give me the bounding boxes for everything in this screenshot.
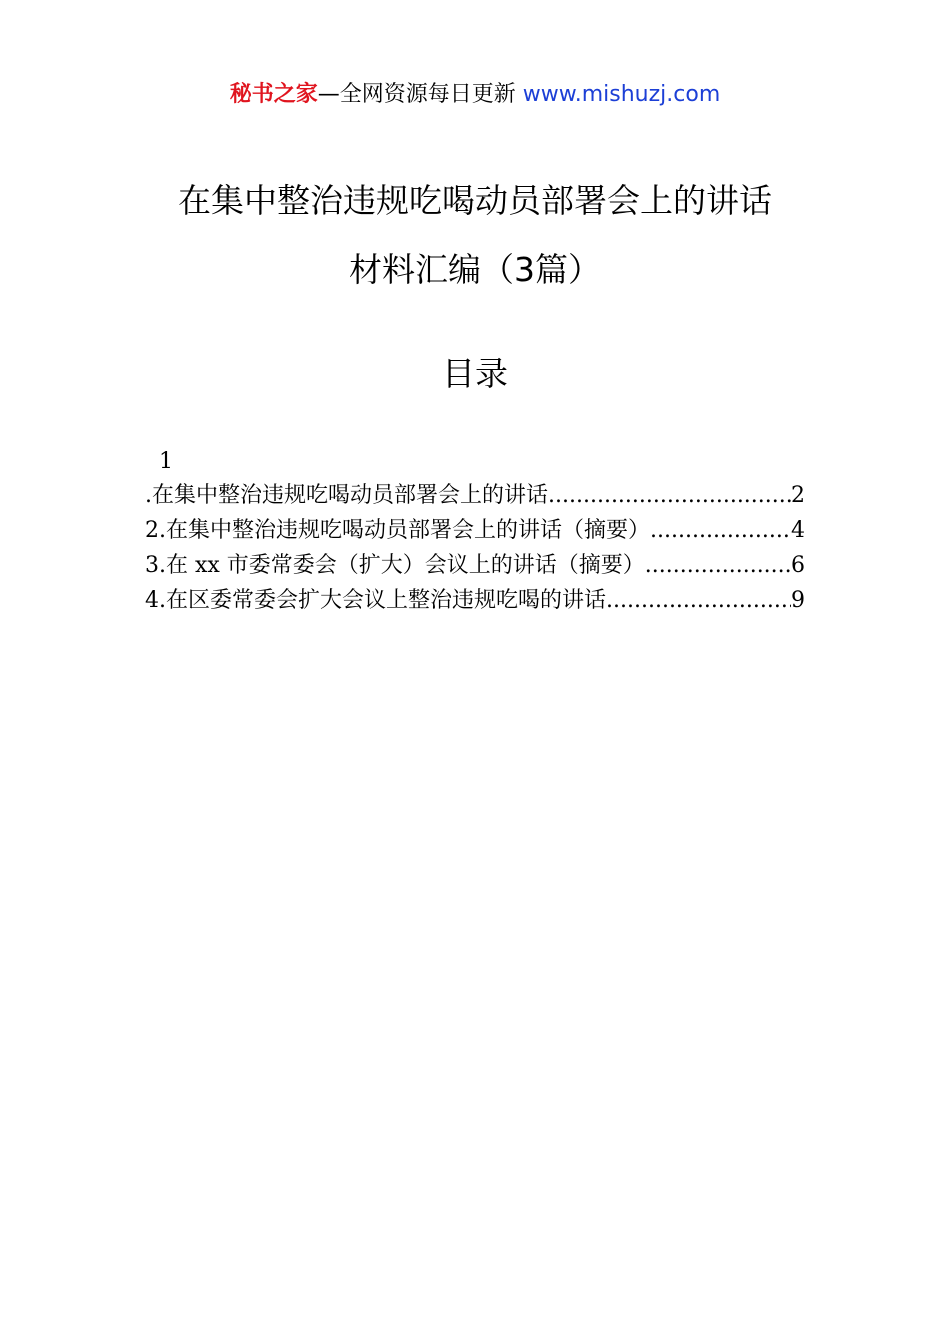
toc-entry-page: 6 <box>791 553 805 578</box>
site-url-link[interactable]: www.mishuzj.com <box>522 82 721 107</box>
table-of-contents <box>145 446 805 618</box>
toc-entry-page: 9 <box>791 588 805 613</box>
toc-leader-dots <box>548 478 791 513</box>
toc-leader-dots <box>645 548 791 583</box>
toc-entry[interactable] <box>145 548 805 583</box>
toc-entry-title: 4.在区委常委会扩大会议上整治违规吃喝的讲话 <box>145 588 606 613</box>
toc-leader-dots <box>650 513 791 548</box>
document-title-line-1: 在集中整治违规吃喝动员部署会上的讲话 <box>178 181 772 220</box>
toc-entry-title: 3.在 xx 市委常委会（扩大）会议上的讲话（摘要） <box>145 553 645 578</box>
document-title-line-2: 材料汇编（3篇） <box>349 250 601 289</box>
toc-entry-title: .在集中整治违规吃喝动员部署会上的讲话 <box>145 483 548 508</box>
toc-leader-dots <box>606 583 791 618</box>
site-header <box>0 80 950 110</box>
toc-first-number: 1 <box>159 449 173 474</box>
site-brand: 秘书之家 <box>229 82 318 107</box>
toc-entry[interactable] <box>145 583 805 618</box>
toc-heading: 目录 <box>442 354 508 393</box>
toc-entry-page: 2 <box>791 483 805 508</box>
toc-entry[interactable] <box>145 478 805 513</box>
site-tagline: —全网资源每日更新 <box>317 82 516 107</box>
toc-entry-page: 4 <box>791 518 805 543</box>
toc-entry-title: 2.在集中整治违规吃喝动员部署会上的讲话（摘要） <box>145 518 650 543</box>
toc-entry[interactable] <box>145 513 805 548</box>
